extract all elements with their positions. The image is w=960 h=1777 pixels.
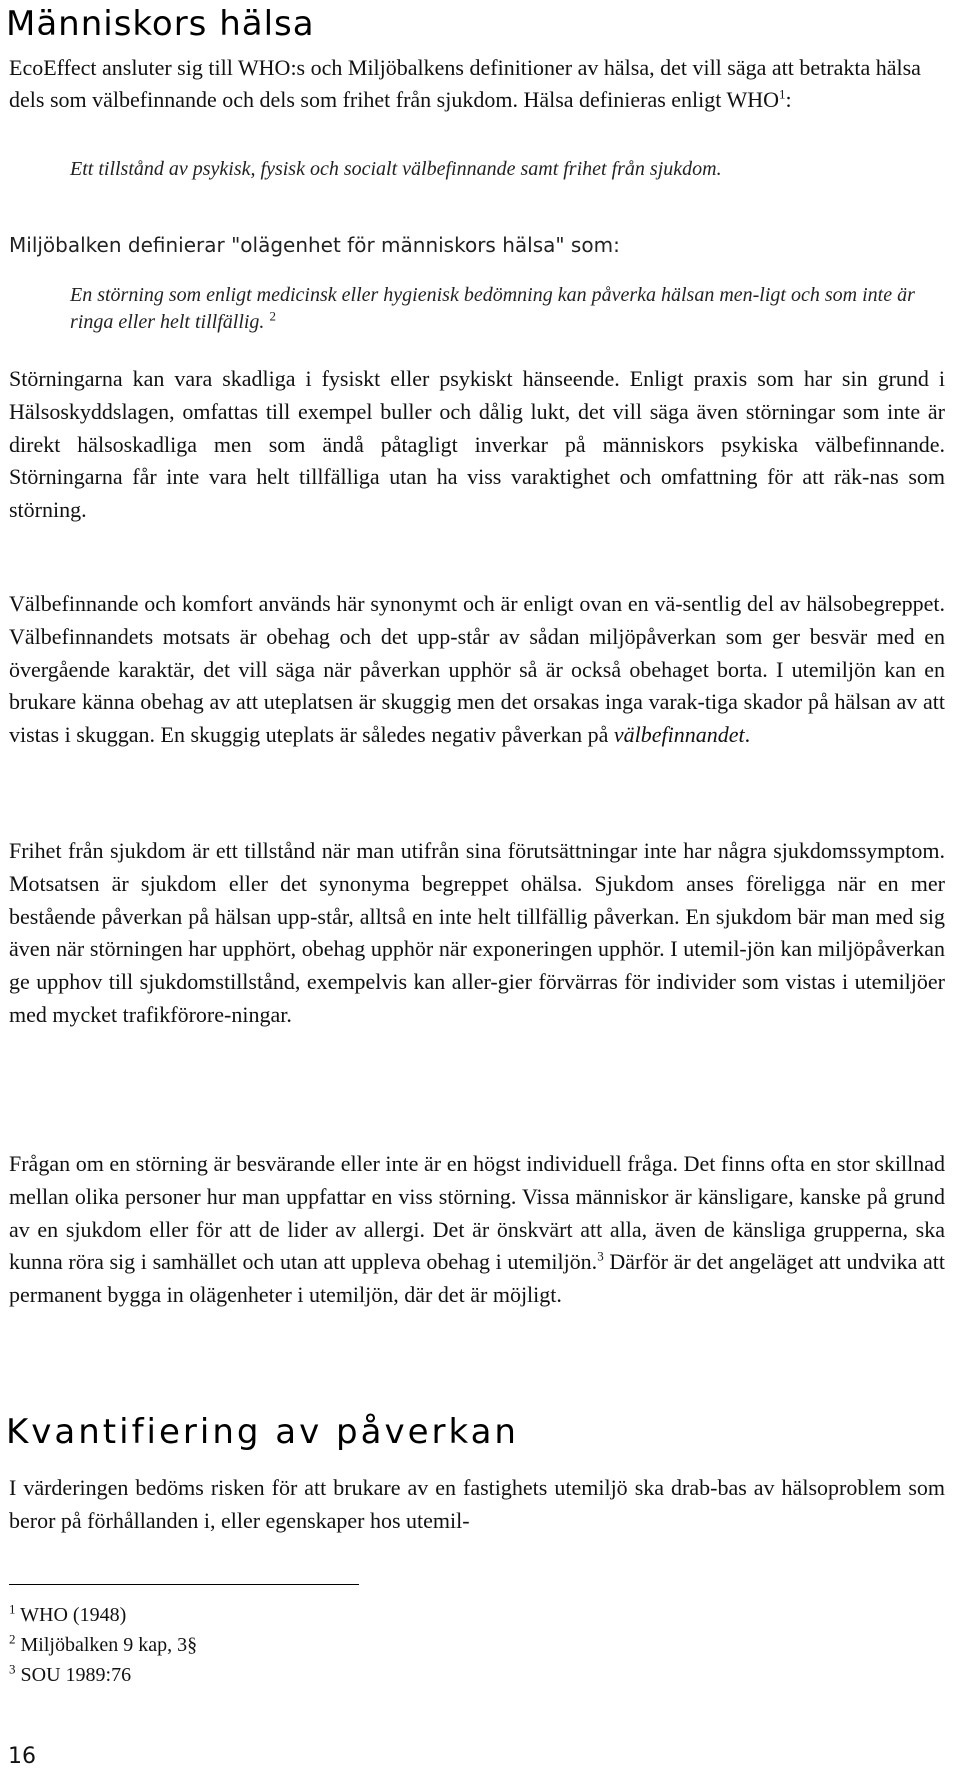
- quote-text: En störning som enligt medicinsk eller hygienisk bedömning kan påverka hälsan men-ligt och som inte är ringa eller helt tillfällig.: [70, 284, 915, 333]
- footnote-number: 2: [9, 1631, 16, 1647]
- paragraph-frihet-fran-sjukdom: Frihet från sjukdom är ett tillstånd när man utifrån sina förutsättningar inte har några sjukdomssymptom. Motsatsen är sjukdom eller det synonyma begreppet ohälsa. Sjukdom anses föreligga när en mer bestående påverkan på hälsan upp-står, alltså en inte helt tillfällig påverkan. En sjukdom bär man med sig även när störningen har upphört, obehag upphör när exponeringen upphör. I utemil-jön kan miljöpåverkan ge upphov till sjukdomstillstånd, exempelvis kan aller-gier förvärras för individer som vistas i utemiljöer med mycket trafikförore-ningar.: [9, 838, 945, 1027]
- quote-who-definition: Ett tillstånd av psykisk, fysisk och socialt välbefinnande samt frihet från sjukdom.: [70, 158, 722, 180]
- emphasis-valbefinnandet: välbefinnandet: [613, 722, 745, 748]
- footnote-text: Miljöbalken 9 kap, 3§: [20, 1634, 198, 1656]
- footnote-3: [9, 1663, 131, 1687]
- paragraph-text-tail: .: [744, 722, 751, 748]
- footnote-text: SOU 1989:76: [20, 1664, 132, 1686]
- paragraph-text: EcoEffect ansluter sig till WHO:s och Miljöbalkens definitioner av hälsa, det vill säga att betrakta hälsa dels som välbefinnande och dels som frihet från sjukdom. Hälsa definieras enligt WHO: [9, 55, 921, 112]
- paragraph-storningar: Störningarna kan vara skadliga i fysiskt eller psykiskt hänseende. Enligt praxis som har sin grund i Hälsoskyddslagen, omfattas till exempel buller och dålig lukt, det vill säga även störningar som inte är direkt hälsoskadliga men som ändå påtagligt inverkar på människors psykiska välbefinnande. Störningarna får inte vara helt tillfälliga utan ha viss varaktighet och omfattning för att räk-nas som störning.: [9, 366, 945, 523]
- section-heading-manniskors-halsa: Människors hälsa: [6, 4, 315, 44]
- paragraph-text: Frågan om en störning är besvärande eller inte är en högst individuell fråga. Det finns ofta en stor skillnad mellan olika personer hur man uppfattar en viss störning. Vissa människor är känsligare, kanske på grund av en sjukdom eller för att de lider av allergi. Det är önskvärt att alla, även de känsliga grupperna, ska kunna röra sig i samhället och utan att uppleva obehag i utemiljön.: [9, 1151, 945, 1275]
- paragraph-text: Välbefinnande och komfort används här synonymt och är enligt ovan en vä-sentlig del av hälsobegreppet. Välbefinnandets motsats är obehag och det upp-står av sådan miljöpåverkan som ger besvär med en övergående karaktär, det vill säga när påverkan upphör så är också obehaget borta. I utemiljön kan en brukare känna obehag av att uteplatsen är skuggig men det orsakas inga varak-tiga skador på hälsan av att vistas i skuggan. En skuggig uteplats är således negativ påverkan på: [9, 591, 945, 748]
- page-number: 16: [8, 1744, 36, 1769]
- footnote-ref-1: 1: [779, 86, 786, 102]
- footnote-ref-3: 3: [597, 1249, 604, 1265]
- paragraph-definitions: [9, 52, 945, 116]
- quote-miljobalken-definition: [70, 282, 940, 336]
- paragraph-miljobalken: Miljöbalken definierar "olägenhet för människors hälsa" som:: [9, 233, 620, 257]
- paragraph-fragan-om-storning: [9, 1148, 945, 1312]
- paragraph-valbefinnande: [9, 588, 945, 752]
- footnote-1: [9, 1603, 126, 1627]
- footnote-divider: [9, 1584, 359, 1585]
- footnote-text: WHO (1948): [20, 1604, 127, 1626]
- paragraph-vardering: I värderingen bedöms risken för att brukare av en fastighets utemiljö ska drab-bas av hälsoproblem som beror på förhållanden i, eller egenskaper hos utemil-: [9, 1475, 945, 1533]
- footnote-2: [9, 1633, 197, 1657]
- paragraph-text-tail: Därför är det angeläget att undvika att permanent bygga in olägenheter i utemiljön, där det är möjligt.: [9, 1249, 945, 1308]
- footnote-number: 3: [9, 1661, 16, 1677]
- footnote-ref-2: 2: [269, 308, 276, 324]
- section-heading-kvantifiering: Kvantifiering av påverkan: [6, 1412, 519, 1452]
- paragraph-text-tail: :: [785, 87, 792, 112]
- footnote-number: 1: [9, 1601, 16, 1617]
